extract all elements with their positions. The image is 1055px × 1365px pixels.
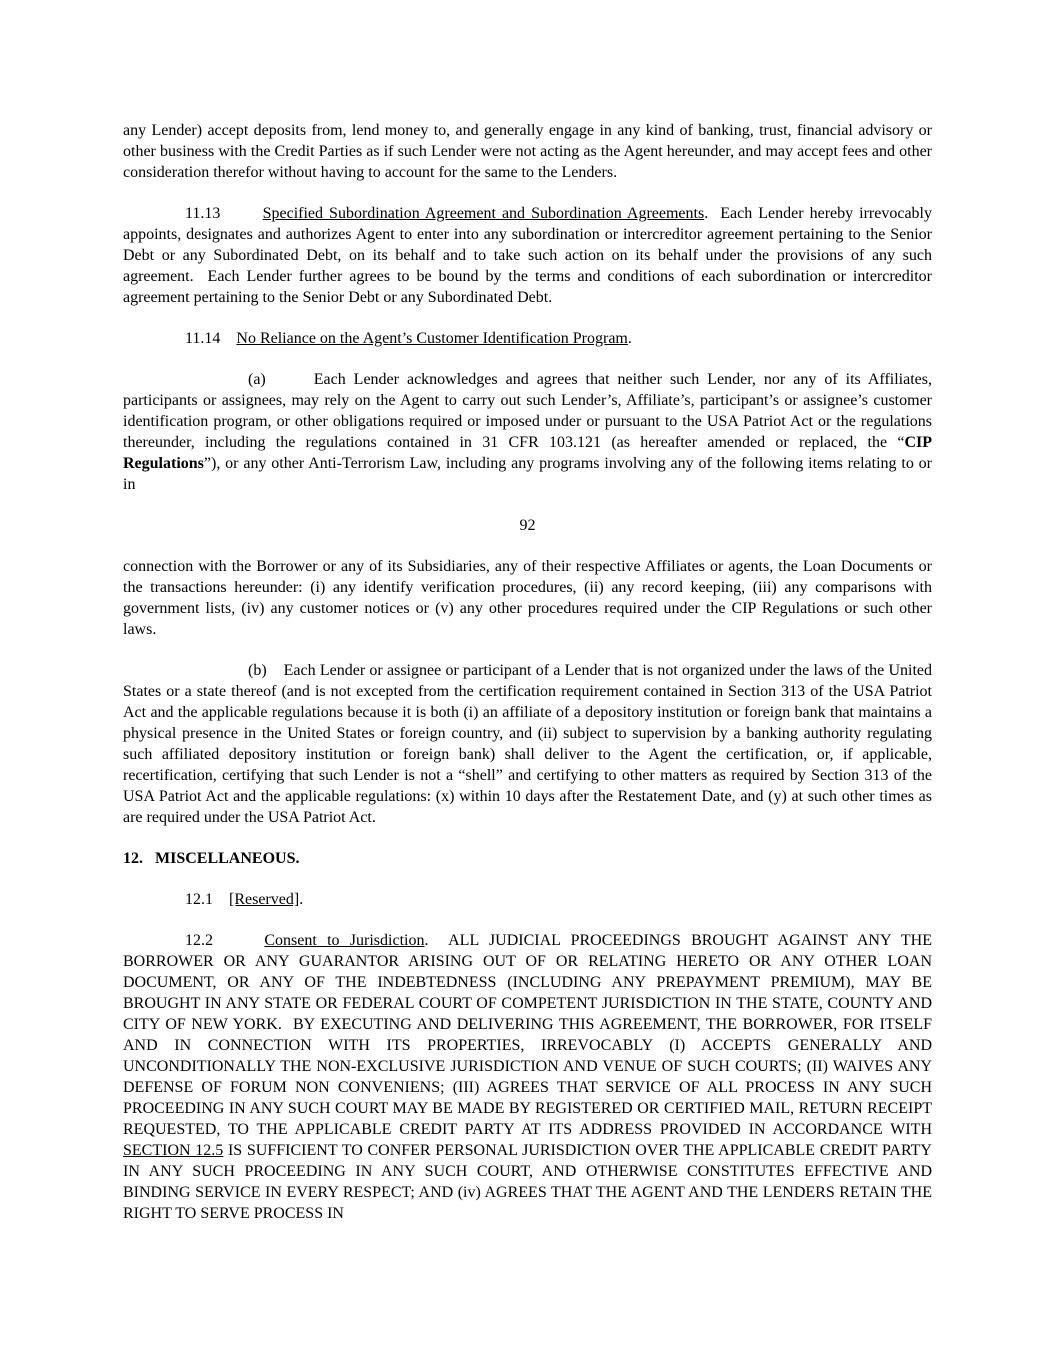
underlined-text-run: SECTION 12.5 [123,1142,224,1159]
text-run [220,330,236,347]
underlined-text-run: Specified Subordination Agreement and Subordination Agreements [262,205,705,222]
text-run: . Each Lender hereby irrevocably appoints, designates and authorizes Agent to enter into any subordination or intercreditor agreement pertaining to the Senior Debt or any Subordinated Debt, on its behalf and to take such action on its behalf under the provisions of any such agreement. Each Lender further agrees to be bound by the terms and conditions of each subordination or intercreditor agreement pertaining to the Senior Debt or any Subordinated Debt. [123,205,933,306]
intro-paragraph [123,120,932,183]
text-run: 12.2 [185,932,213,949]
text-run: . ALL JUDICIAL PROCEEDINGS BROUGHT AGAINST ANY THE BORROWER OR ANY GUARANTOR ARISING OUT OF OR RELATING HERETO OR ANY OTHER LOAN DOCUMENT, OR ANY OF THE INDEBTEDNESS (INCLUDING ANY PREPAYMENT PREMIUM), MAY BE BROUGHT IN ANY STATE OR FEDERAL COURT OF COMPETENT JURISDICTION IN THE STATE, COUNTY AND CITY OF NEW YORK. BY EXECUTING AND DELIVERING THIS AGREEMENT, THE BORROWER, FOR ITSELF AND IN CONNECTION WITH ITS PROPERTIES, IRREVOCABLY (I) ACCEPTS GENERALLY AND UNCONDITIONALLY THE NON-EXCLUSIVE JURISDICTION AND VENUE OF SUCH COURTS; (II) WAIVES ANY DEFENSE OF FORUM NON CONVENIENS; (III) AGREES THAT SERVICE OF ALL PROCESS IN ANY SUCH PROCEEDING IN ANY SUCH COURT MAY BE MADE BY REGISTERED OR CERTIFIED MAIL, RETURN RECEIPT REQUESTED, TO THE APPLICABLE CREDIT PARTY AT ITS ADDRESS PROVIDED IN ACCORDANCE WITH [123,932,932,1138]
bold-text-run: CIP Regulations [123,434,932,472]
section-11-13 [123,203,932,308]
text-run: 92 [519,517,536,534]
text-run: . [299,891,304,908]
bold-text-run [143,850,155,867]
underlined-text-run: No Reliance on the Agent’s Customer Identification Program [236,330,628,347]
text-run: Each Lender acknowledges and agrees that neither such Lender, nor any of its Affiliates, participants or assignees, may rely on the Agent to carry out such Lender’s, Affiliate’s, participant’s or assignee’s customer identification program, or other obligations required or imposed under or pursuant to the USA Patriot Act or the regulations thereunder, including the regulations contained in 31 CFR 103.121 (as hereafter amended or replaced, the “ [123,371,933,451]
section-12-heading [123,848,932,869]
text-run: any Lender) accept deposits from, lend money to, and generally engage in any kind of banking, trust, financial advisory or other business with the Credit Parties as if such Lender were not acting as the Agent hereunder, and may accept fees and other consideration therefor without having to account for the same to the Lenders. [123,122,932,181]
page-number [123,515,932,536]
section-11-14 [123,328,932,349]
text-run: IS SUFFICIENT TO CONFER PERSONAL JURISDICTION OVER THE APPLICABLE CREDIT PARTY IN ANY SUCH PROCEEDING IN ANY SUCH COURT, AND OTHERWISE CONSTITUTES EFFECTIVE AND BINDING SERVICE IN EVERY RESPECT; AND (iv) AGREES THAT THE AGENT AND THE LENDERS RETAIN THE RIGHT TO SERVE PROCESS IN [123,1142,932,1222]
clause-b [123,660,932,828]
text-run: 11.13 [185,205,221,222]
text-run [267,662,284,679]
text-run: (b) [248,662,267,679]
section-12-1 [123,889,932,910]
underlined-text-run: [Reserved] [229,891,300,908]
text-run [213,891,229,908]
text-run [213,932,264,949]
clause-a [123,369,932,495]
text-run: . [627,330,632,347]
text-run: Each Lender or assignee or participant of a Lender that is not organized under the laws of the United States or a state thereof (and is not excepted from the certification requirement contained in Section 313 of the USA Patriot Act and the applicable regulations because it is both (i) an affiliate of a depository institution or foreign bank that maintains a physical presence in the United States or foreign country, and (ii) subject to supervision by a banking authority regulating such affiliated depository institution or foreign bank) shall deliver to the Agent the certification, or, if applicable, recertification, certifying that such Lender is not a “shell” and certifying to other matters as required by Section 313 of the USA Patriot Act and the applicable regulations: (x) within 10 days after the Restatement Date, and (y) at such other times as are required under the USA Patriot Act. [123,662,933,826]
text-run: 12.1 [185,891,213,908]
bold-text-run: 12. [123,850,143,867]
text-run: connection with the Borrower or any of its Subsidiaries, any of their respective Affiliates or agents, the Loan Documents or the transactions hereunder: (i) any identify verification procedures, (ii) any record keeping, (iii) any comparisons with government lists, (iv) any customer notices or (v) any other procedures required under the CIP Regulations or such other laws. [123,558,932,638]
text-run: (a) [248,371,266,388]
bold-text-run: MISCELLANEOUS. [155,850,300,867]
continuation-paragraph [123,556,932,640]
text-run: 11.14 [185,330,221,347]
text-run [220,205,262,222]
text-run [266,371,314,388]
section-12-2 [123,930,932,1224]
text-run: ”), or any other Anti-Terrorism Law, including any programs involving any of the following items relating to or in [123,455,932,493]
underlined-text-run: Consent to Jurisdiction [264,932,425,949]
